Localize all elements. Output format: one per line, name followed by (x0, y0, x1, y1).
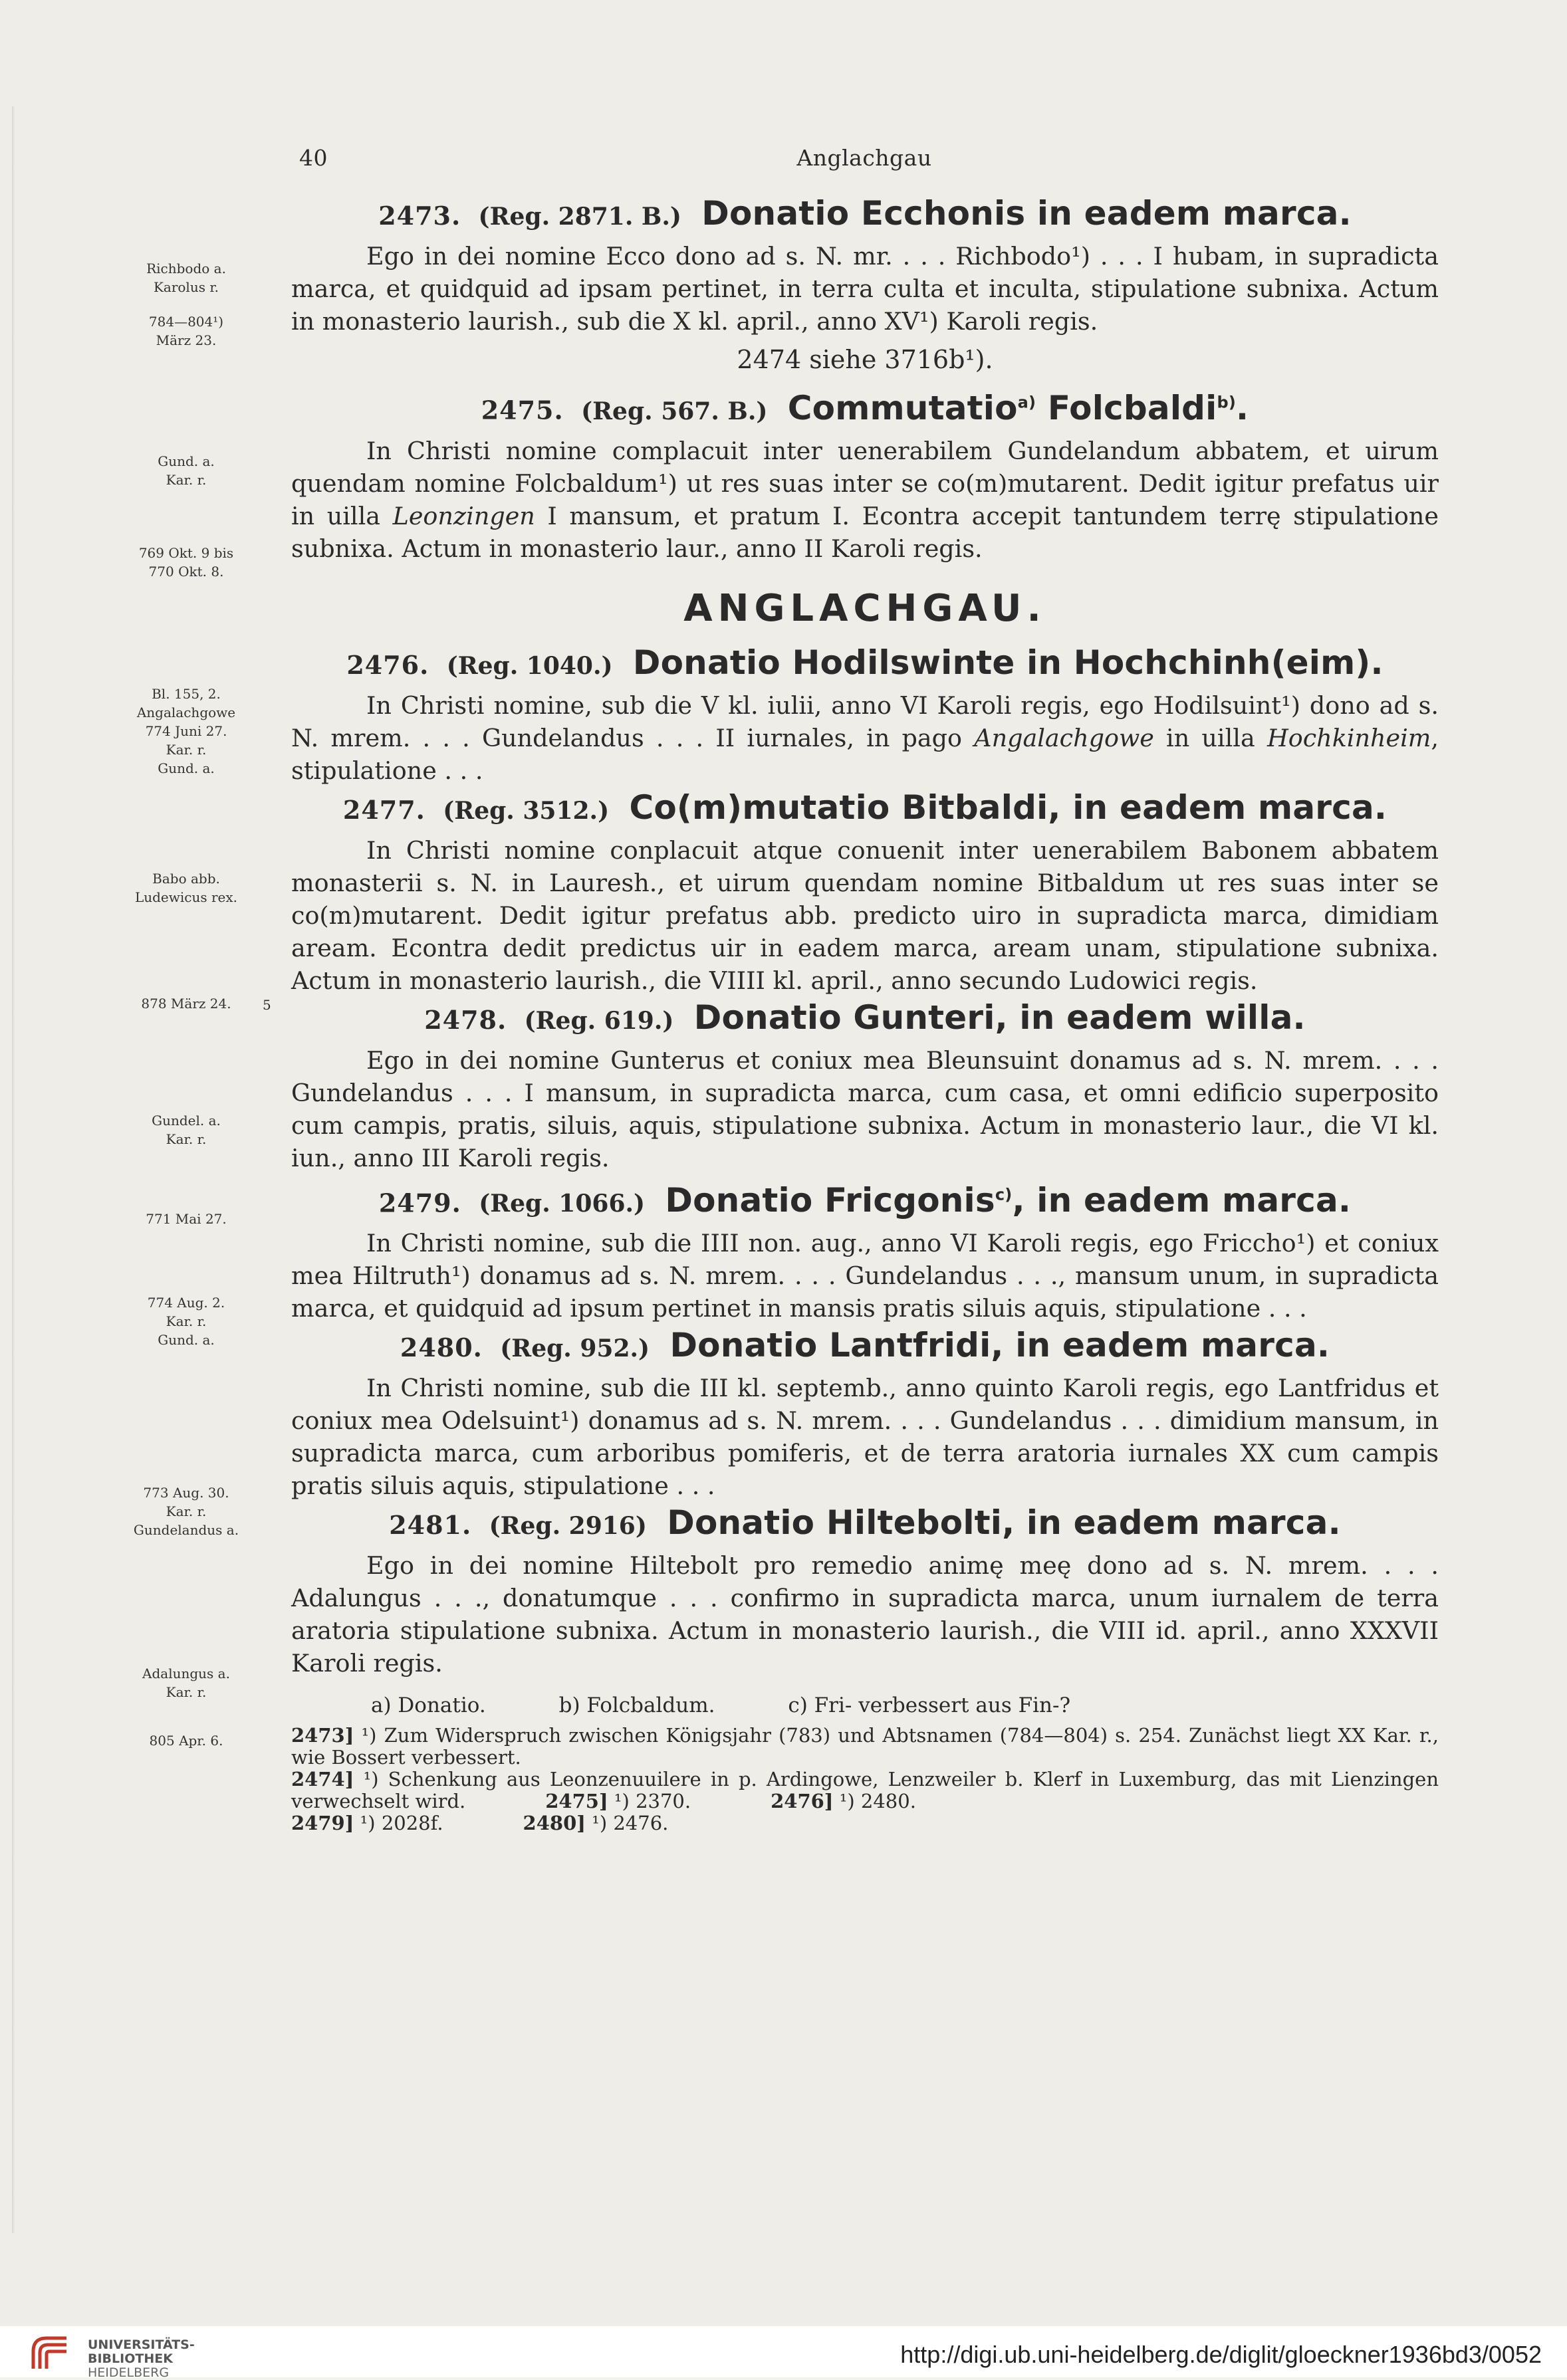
viewer-footer (0, 2326, 1567, 2380)
entry-title: Donatio Hiltebolti, in eadem marca. (667, 1503, 1341, 1543)
entry-title: Co(m)mutatio Bitbaldi, in eadem marca. (629, 788, 1387, 827)
margin-note-line: 774 Aug. 2. (147, 1295, 225, 1311)
register-ref: (Reg. 619.) (524, 1006, 674, 1035)
text-part: In Christi nomine, sub die V kl. iulii, anno VI Karoli regis, ego Hodilsuint¹) dono ad s. N. mrem. . . . Gundelandus . . . II iurnales, in pago (291, 691, 1439, 752)
text-part: , stipulatione . . . (291, 723, 1439, 785)
margin-note (100, 452, 273, 489)
entry-number: 2473. (378, 201, 461, 231)
footnote-2479 (291, 1812, 1439, 1834)
margin-note (100, 994, 273, 1013)
title-part: Donatio Fricgonis (665, 1181, 995, 1220)
place-name: Hochkinheim (1266, 723, 1431, 752)
entry-heading-2479 (291, 1174, 1439, 1228)
margin-note-line: März 23. (156, 332, 217, 348)
footnote-mark: c) (995, 1185, 1013, 1204)
footnote-ref: 2476] (771, 1790, 834, 1813)
margin-note (100, 685, 273, 778)
entry-number: 2478. (424, 1004, 507, 1035)
margin-note-line: Kar. r. (166, 742, 207, 758)
title-part: Folcbaldi (1036, 388, 1217, 427)
margin-note-line: 805 Apr. 6. (149, 1733, 223, 1749)
margin-note-line: Gund. a. (158, 760, 215, 776)
entry-heading-2477 (291, 787, 1439, 834)
running-head (293, 145, 1436, 178)
margin-note-line: Karolus r. (153, 279, 219, 295)
margin-note (100, 1111, 273, 1148)
footnote-ref: 2473] (291, 1724, 354, 1747)
library-name-line: UNIVERSITÄTS- (88, 2337, 195, 2352)
entry-heading-2480 (291, 1325, 1439, 1372)
margin-note (100, 1483, 273, 1539)
page-edge-shadow (12, 106, 15, 2233)
entry-heading-2473 (291, 193, 1439, 240)
text-part: I mansum, et pratum I. Econtra accepit tantundem terrę stipulatione subnixa. Actum in monasterio laur., anno II Karoli regis. (291, 501, 1439, 563)
margin-note-line: 771 Mai 27. (146, 1211, 227, 1227)
margin-note-line: Richbodo a. (146, 261, 226, 276)
footnote-ref: 2475] (545, 1790, 608, 1813)
register-ref: (Reg. 1066.) (479, 1190, 646, 1218)
margin-note (100, 869, 273, 907)
library-name (88, 2338, 195, 2380)
page-number: 40 (299, 145, 328, 171)
register-ref: (Reg. 2871. B.) (478, 203, 681, 231)
margin-note-line: 770 Okt. 8. (148, 564, 224, 580)
text-part: In Christi nomine complacuit inter uenerabilem Gundelandum abbatem, et uirum quendam nomine Folcbaldum¹) ut res suas inter se co(m)mutarent. Dedit igitur prefatus uir in uilla (291, 436, 1439, 530)
text-part: in uilla (1153, 723, 1267, 752)
entry-text-2473: Ego in dei nomine Ecco dono ad s. N. mr. . . . Richbodo¹) . . . I hubam, in supradicta marca, et quidquid ad ipsam pertinet, in terra culta et inculta, stipulatione subnixa. Actum in monasterio laurish., sub die X kl. april., anno XV¹) Karoli regis. (291, 242, 1439, 336)
entry-number: 2475. (481, 395, 564, 425)
register-ref: (Reg. 2916) (489, 1512, 647, 1541)
register-ref: (Reg. 1040.) (446, 651, 613, 680)
margin-note-line: 773 Aug. 30. (143, 1485, 229, 1501)
footnote-mark: a) (1017, 393, 1036, 411)
margin-note-line: Ludewicus rex. (134, 889, 238, 905)
margin-note-line: Bl. 155, 2. (152, 686, 221, 702)
variant-note: b) Folcbaldum. (558, 1693, 715, 1718)
entry-heading-2476 (291, 642, 1439, 689)
footnote-ref: 2479] (291, 1812, 354, 1835)
margin-note-line: Babo abb. (152, 871, 220, 887)
margin-note-line: Kar. r. (166, 1313, 207, 1329)
entry-title: Donatio Hodilswinte in Hochchinh(eim). (632, 643, 1384, 682)
entry-title: Donatio Ecchonis in eadem marca. (701, 194, 1352, 233)
entry-text-2476 (291, 689, 1439, 787)
margin-note-line: Kar. r. (166, 472, 207, 488)
entry-number: 2479. (378, 1188, 461, 1218)
margin-note (100, 1210, 273, 1228)
entry-heading-2478 (291, 997, 1439, 1044)
permalink-url[interactable]: http://digi.ub.uni-heidelberg.de/diglit/gloeckner1936bd3/0052 (900, 2341, 1542, 2368)
margin-note-line: Kar. r. (166, 1684, 207, 1700)
margin-note (100, 1664, 273, 1701)
register-ref: (Reg. 952.) (500, 1335, 650, 1363)
entry-number: 2476. (346, 649, 429, 680)
footnote-text: ¹) Schenkung aus Leonzenuuilere in p. Ardingowe, Lenzweiler b. Klerf in Luxemburg, das mit Lienzingen verwechselt wird. (291, 1768, 1439, 1813)
margin-note-line: 784—804¹) (148, 314, 224, 330)
footnote-text: ¹) 2370. (608, 1790, 691, 1813)
entry-title: Donatio Lantfridi, in eadem marca. (669, 1326, 1330, 1365)
entry-text-2478: Ego in dei nomine Gunterus et coniux mea Bleunsuint donamus ad s. N. mrem. . . . Gundelandus . . . I mansum, in supradicta marca, cum casa, et omni edificio superposito cum campis, pratis, siluis, aquis, stipulatione subnixa. Actum in monasterio laur., die VI kl. iun., anno III Karoli regis. (291, 1045, 1439, 1172)
entry-text-2479: In Christi nomine, sub die IIII non. aug., anno VI Karoli regis, ego Friccho¹) et coniux mea Hiltruth¹) donamus ad s. N. mrem. . . . Gundelandus . . ., mansum unum, in supradicta marca, et quidquid ad ipsum pertinet in mansis pratis siluis aquis, stipulatione . . . (291, 1229, 1439, 1323)
margin-note-line: 774 Juni 27. (145, 723, 227, 739)
place-name: Leonzingen (392, 501, 535, 530)
variant-notes (291, 1689, 1439, 1722)
entry-text-2480: In Christi nomine, sub die III kl. septemb., anno quinto Karoli regis, ego Lantfridus et coniux mea Odelsuint¹) donamus ad s. N. mrem. . . . Gundelandus . . . dimidium mansum, in supradicta marca, cum arboribus pomiferis, et de terra aratoria iurnales XX cum campis pratis siluis aquis, stipulatione . . . (291, 1374, 1439, 1501)
margin-note (100, 1731, 273, 1750)
entry-heading-2481 (291, 1502, 1439, 1549)
margin-note-line: Gund. a. (158, 453, 215, 469)
register-ref: (Reg. 567. B.) (581, 397, 768, 425)
margin-note-line: Kar. r. (166, 1131, 207, 1147)
entry-number: 2480. (400, 1333, 483, 1363)
place-name: Angalachgowe (974, 723, 1154, 752)
entry-number: 2481. (389, 1510, 472, 1541)
title-part: . (1236, 388, 1249, 427)
margin-note (100, 544, 273, 581)
footnote-2474 (291, 1769, 1439, 1812)
cross-reference-2474: 2474 siehe 3716b¹). (737, 345, 993, 374)
margin-note-line: 769 Okt. 9 bis (138, 545, 234, 561)
margin-note (100, 259, 273, 296)
variant-note: a) Donatio. (371, 1693, 486, 1718)
line-number: 5 (263, 997, 271, 1013)
library-name-line: HEIDELBERG (88, 2365, 170, 2380)
footnote-text: ¹) 2476. (585, 1812, 669, 1835)
margin-note-line: Kar. r. (166, 1503, 207, 1519)
register-ref: (Reg. 3512.) (443, 796, 610, 825)
entry-text-2475 (291, 435, 1439, 565)
main-text (291, 193, 1439, 1834)
entry-heading-2475 (291, 381, 1439, 435)
footnote-2473 (291, 1725, 1439, 1769)
library-logo-icon (27, 2331, 73, 2374)
margin-note (100, 312, 273, 350)
section-title: ANGLACHGAU. (683, 586, 1046, 630)
entry-title (665, 1181, 1351, 1220)
entry-text-2477: In Christi nomine conplacuit atque conuenit inter uenerabilem Babonem abbatem monasterii s. N. in Lauresh., et uirum quendam nomine Bitbaldum ut res suas inter se co(m)mutarent. Dedit igitur prefatus abb. predicto uiro in supradicta marca, dimidiam aream. Econtra dedit predictus uir in eadem marca, aream unam, stipulatione subnixa. Actum in monasterio laurish., die VIIII kl. april., anno secundo Ludowici regis. (291, 835, 1439, 995)
title-part: Commutatio (787, 388, 1018, 427)
footnote-text: ¹) 2028f. (354, 1812, 443, 1835)
margin-note-line: 878 März 24. (141, 996, 231, 1012)
margin-note-line: Gund. a. (158, 1332, 215, 1348)
margin-note (100, 1293, 273, 1349)
footnote-ref: 2474] (291, 1768, 354, 1791)
footnote-mark: b) (1217, 393, 1237, 411)
entry-title (788, 389, 1249, 427)
margin-note-line: Angalachgowe (136, 704, 236, 720)
margin-note-line: Gundel. a. (152, 1113, 221, 1129)
margin-note-line: Gundelandus a. (133, 1522, 239, 1538)
variant-note: c) Fri- verbessert aus Fin-? (788, 1693, 1071, 1718)
footnote-ref: 2480] (523, 1812, 586, 1835)
footnote-text: ¹) Zum Widerspruch zwischen Königsjahr (783) und Abtsnamen (784—804) s. 254. Zunächst liegt XX Kar. r., wie Bossert verbessert. (291, 1724, 1439, 1769)
running-title: Anglachgau (796, 145, 932, 171)
entry-number: 2477. (342, 794, 425, 825)
entry-title: Donatio Gunteri, in eadem willa. (693, 998, 1306, 1037)
margin-note-line: Adalungus a. (142, 1666, 230, 1681)
entry-text-2481: Ego in dei nomine Hiltebolt pro remedio animę meę dono ad s. N. mrem. . . . Adalungus . . ., donatumque . . . confirmo in supradicta marca, unum iurnalem de terra aratoria stipulatione subnixa. Actum in monasterio laurish., die VIII id. april., anno XXXVII Karoli regis. (291, 1551, 1439, 1678)
title-part: , in eadem marca. (1012, 1181, 1352, 1220)
footnote-text: ¹) 2480. (833, 1790, 916, 1813)
library-name-line: BIBLIOTHEK (88, 2351, 173, 2366)
